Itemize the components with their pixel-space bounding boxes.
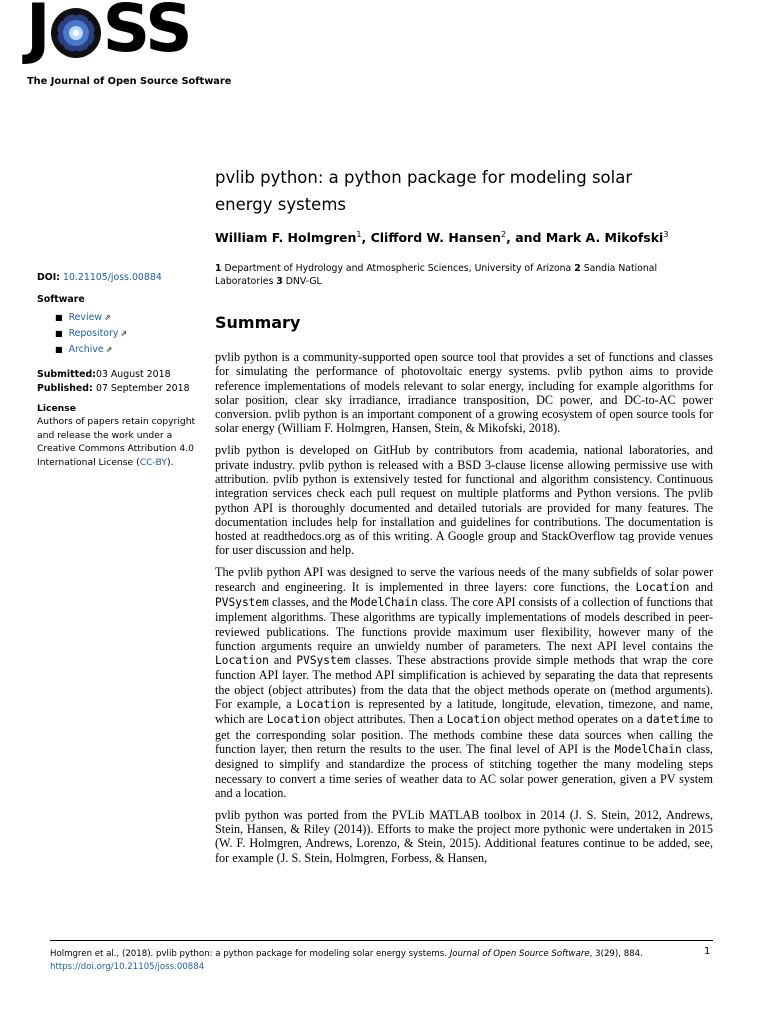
- page-number: 1: [704, 946, 711, 957]
- code-span: Location: [215, 654, 269, 668]
- paragraph: pvlib python was ported from the PVLib MATLAB toolbox in 2014 (J. S. Stein, 2012, Andrews, Stein, Hansen, & Riley (2014)). Efforts to make the project more pythonic were undertaken in 2015 (W. F. Holmgren, Andrews, Lorenzo, & Stein, 2015). Additional features continue to be added, see, for example (J. S. Stein, Holmgren, Forbess, & Hansen,: [215, 807, 713, 865]
- logo-letter-j: J: [26, 0, 49, 67]
- doi-url-link[interactable]: https://doi.org/10.21105/joss.00884: [50, 961, 205, 972]
- software-links: [55, 311, 127, 359]
- author-affiliation-mark: 3: [663, 230, 669, 239]
- license-text: Authors of papers retain copyright and release the work under a Creative Commons Attribution 4.0 International License (: [37, 416, 196, 468]
- code-span: Location: [446, 713, 501, 727]
- published-date: 07 September 2018: [95, 382, 190, 394]
- logo-letters-ss: SS: [102, 0, 191, 67]
- author-name: Mark A. Mikofski: [545, 230, 664, 246]
- paragraph: pvlib python is developed on GitHub by contributors from academia, national laboratories, and private industry. pvlib python is released with a BSD 3-clause license allowing permissive use with attribution. pvlib python is extensively tested for functional and algorithm consistency. Continuous integration services check each pull request on multiple platforms and Python versions. The pvlib python API is thoroughly documented and detailed tutorials are provided for many features. The documentation includes help for installation and guidelines for contributions. The documentation is hosted at readthedocs.org as of this writing. A Google group and StackOverflow tag provide venues for user discussion and help.: [215, 443, 713, 558]
- author-list: William F. Holmgren$^1$, Clifford W. Hansen$^2$, and Mark A. Mikofski$^3$: [215, 230, 669, 246]
- published-label: Published:: [37, 382, 93, 394]
- license-heading: License: [37, 403, 76, 414]
- affiliations: [215, 262, 715, 288]
- submitted-date: 03 August 2018: [95, 369, 171, 380]
- author-name: Clifford W. Hansen: [370, 230, 501, 246]
- code-span: PVSystem: [296, 654, 351, 668]
- code-span: Location: [266, 713, 321, 727]
- external-link-icon: ⇗: [120, 329, 128, 338]
- affiliation-text: Department of Hydrology and Atmospheric Sciences, University of Arizona: [224, 263, 572, 274]
- code-span: ModelChain: [350, 595, 418, 609]
- list-item: [55, 343, 127, 359]
- license-text-end: ).: [166, 456, 174, 468]
- submitted-label: Submitted:: [37, 369, 96, 380]
- doi-label: DOI:: [37, 272, 60, 283]
- paragraph: The pvlib python API was designed to serve the various needs of the many subfields of solar power research and engineering. It is implemented in three layers: core functions, the Location and PVSystem classes, and the ModelChain class. The core API consists of a collection of functions that implement algorithms. These algorithms are typically implementations of models described in peer-reviewed publications. The functions provide maximum user flexibility, however many of the function arguments require an unwieldy number of parameters. The next API level contains the Location and PVSystem classes. These abstractions provide simple methods that wrap the core function API layer. The method API simplification is achieved by separating the data that represents the object (object attributes) from the data that the object methods operate on (method arguments). For example, a Location is represented by a latitude, longitude, elevation, timezone, and name, which are Location object attributes. Then a Location object method operates on a datetime to get the corresponding solar position. The methods combine these data sources when calling the function layer, then return the results to the user. The final level of API is the ModelChain class, designed to simplify and standardize the process of stitching together the many modeling steps necessary to convert a time series of weather data to AC solar power generation, given a PV system and a location.: [215, 565, 713, 800]
- journal-name: Journal of Open Source Software: [449, 949, 590, 959]
- external-link-icon: ⇗: [105, 345, 113, 354]
- code-span: Location: [635, 580, 690, 594]
- review-link[interactable]: Review: [68, 312, 103, 323]
- logo-galaxy-icon: [50, 7, 102, 59]
- paragraph: pvlib python is a community-supported open source tool that provides a set of functions and classes for simulating the performance of photovoltaic energy systems. pvlib python aims to provide reference implementations of models relevant to solar energy, including for example algorithms for solar position, clear sky irradiance, irradiance transposition, DC power, and DC-to-AC power conversion. pvlib python is an important component of a growing ecosystem of open source tools for solar energy (William F. Holmgren, Hansen, Stein, & Mikofski, 2018).: [215, 350, 713, 436]
- body-text: [215, 350, 713, 872]
- joss-logo: [26, 0, 232, 90]
- repository-link[interactable]: Repository: [68, 328, 119, 339]
- citation-text: Holmgren et al., (2018). pvlib python: a python package for modeling solar energy systems.: [50, 949, 450, 959]
- code-span: datetime: [646, 713, 700, 727]
- list-item: [55, 327, 127, 343]
- journal-tagline: The Journal of Open Source Software: [27, 76, 232, 87]
- code-span: PVSystem: [215, 595, 269, 609]
- bullet-icon: ■: [55, 329, 63, 338]
- affiliation-text: Sandia National Laboratories: [215, 263, 658, 287]
- paper-title: pvlib python: a python package for modeling solar energy systems: [215, 168, 633, 214]
- doi-link[interactable]: 10.21105/joss.00884: [62, 272, 162, 283]
- affiliation-number: 1: [215, 263, 222, 274]
- author-affiliation-mark: 2: [501, 230, 507, 239]
- archive-link[interactable]: Archive: [68, 344, 104, 355]
- cc-by-link[interactable]: CC-BY: [139, 456, 167, 468]
- list-item: [55, 311, 127, 327]
- citation-volume: , 3(29), 884.: [589, 949, 643, 959]
- footer-divider: [50, 940, 713, 941]
- code-span: Location: [296, 698, 351, 712]
- author-affiliation-mark: 1: [356, 230, 362, 239]
- bullet-icon: ■: [55, 345, 63, 354]
- license-block: [37, 402, 197, 469]
- doi-line: [37, 272, 162, 283]
- dates-block: [37, 368, 190, 395]
- footer-citation: [50, 948, 690, 973]
- affiliation-text: DNV-GL: [285, 276, 322, 287]
- author-name: William F. Holmgren: [215, 230, 357, 246]
- bullet-icon: ■: [55, 313, 63, 322]
- software-heading: Software: [37, 294, 85, 305]
- external-link-icon: ⇗: [104, 313, 111, 322]
- code-span: ModelChain: [614, 742, 682, 756]
- affiliation-number: 3: [276, 276, 283, 287]
- section-heading: Summary: [215, 313, 301, 332]
- affiliation-number: 2: [574, 263, 581, 274]
